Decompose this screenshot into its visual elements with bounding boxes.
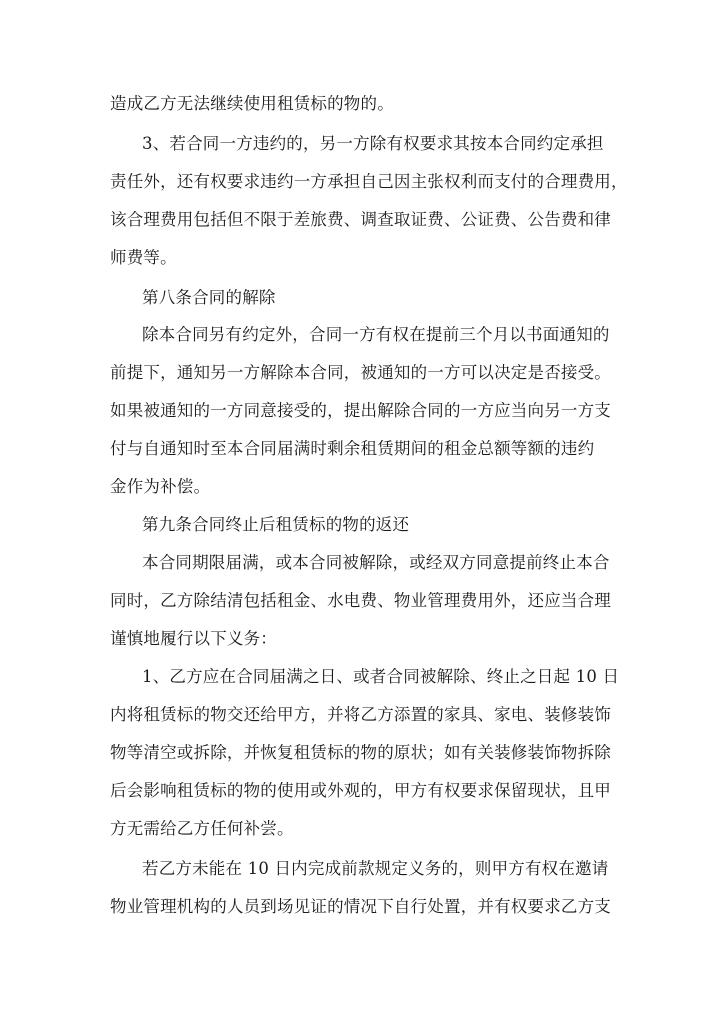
section-heading-8: 第八条合同的解除 [142,288,276,307]
text-line: 前提下，通知另一方解除本合同，被通知的一方可以决定是否接受。 [110,363,611,382]
clause-3-line: 3、若合同一方违约的，另一方除有权要求其按本合同约定承担 [142,134,604,153]
text-line: 如果被通知的一方同意接受的，提出解除合同的一方应当向另一方支 [110,401,611,420]
paragraph-first-line: 除本合同另有约定外，合同一方有权在提前三个月以书面通知的 [142,325,610,344]
text-line: 方无需给乙方任何补尝。 [110,819,294,838]
paragraph-first-line: 若乙方未能在 10 日内完成前款规定义务的，则甲方有权在邀请 [142,859,609,878]
section-heading-9: 第九条合同终止后租赁标的物的返还 [142,515,410,534]
text-line: 师费等。 [110,248,177,267]
text-line: 该合理费用包括但不限于差旅费、调查取证费、公证费、公告费和律 [110,210,611,229]
text-line: 内将租赁标的物交还给甲方，并将乙方添置的家具、家电、装修装饰 [110,705,611,724]
text-line: 金作为补偿。 [110,477,211,496]
clause-1-line: 1、乙方应在合同届满之日、或者合同被解除、终止之日起 10 日 [142,667,620,686]
text-line: 物等清空或拆除，并恢复租赁标的物的原状；如有关装修装饰物拆除 [110,743,611,762]
paragraph-first-line: 本合同期限届满，或本合同被解除，或经双方同意提前终止本合 [142,553,610,572]
text-line: 责任外，还有权要求违约一方承担自己因主张权利而支付的合理费用， [110,172,628,191]
text-line: 谨慎地履行以下义务： [110,629,277,648]
text-line: 物业管理机构的人员到场见证的情况下自行处置，并有权要求乙方支 [110,897,611,916]
text-line: 造成乙方无法继续使用租赁标的物的。 [110,94,394,113]
text-line: 后会影响租赁标的物的使用或外观的，甲方有权要求保留现状，且甲 [110,781,611,800]
text-line: 同时，乙方除结清包括租金、水电费、物业管理费用外，还应当合理 [110,591,611,610]
text-line: 付与自通知时至本合同届满时剩余租赁期间的租金总额等额的违约 [110,439,595,458]
